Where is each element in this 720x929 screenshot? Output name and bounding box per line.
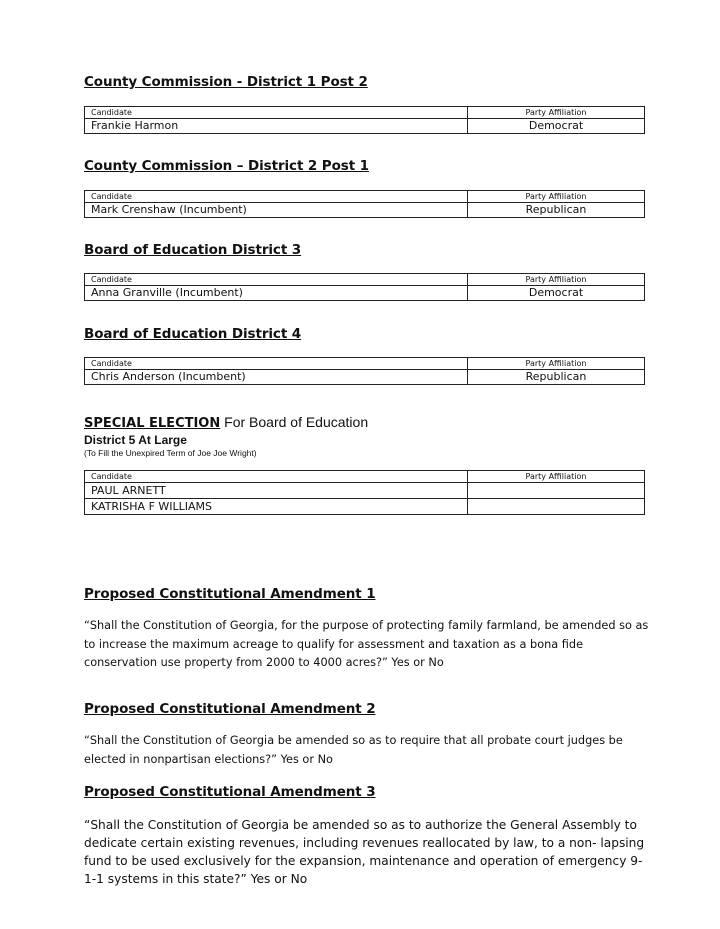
table-header-row	[85, 191, 645, 203]
candidate-name: Chris Anderson (Incumbent)	[85, 370, 468, 385]
party-affiliation: Democrat	[468, 119, 645, 134]
party-column-header: Party Affiliation	[468, 107, 645, 119]
candidate-column-header: Candidate	[85, 274, 468, 286]
race-title: Board of Education District 3	[84, 242, 302, 258]
amendment-title: Proposed Constitutional Amendment 1	[84, 586, 376, 602]
candidate-name: Mark Crenshaw (Incumbent)	[85, 203, 468, 218]
table-header-row	[85, 358, 645, 370]
party-affiliation	[468, 499, 645, 515]
party-column-header: Party Affiliation	[468, 274, 645, 286]
candidate-column-header: Candidate	[85, 107, 468, 119]
table-row	[85, 119, 645, 134]
table-row	[85, 370, 645, 385]
amendment-text: “Shall the Constitution of Georgia be amended so as to authorize the General Assembly to dedicate certain existing revenues, including revenues reallocated by law, to a non- lapsing fund to be used exclusively for the expansion, maintenance and operation of emergency 9-1-1 systems in this state?” Yes or No	[84, 818, 645, 886]
special-election-table	[84, 470, 645, 515]
candidate-name: Frankie Harmon	[85, 119, 468, 134]
candidate-column-header: Candidate	[85, 191, 468, 203]
table-row	[85, 286, 645, 301]
table-row	[85, 499, 645, 515]
race-title: Board of Education District 4	[84, 326, 302, 342]
table-row	[85, 483, 645, 499]
race-table	[84, 190, 645, 218]
amendment-text: “Shall the Constitution of Georgia, for the purpose of protecting family farmland, be amended so as to increase the maximum acreage to qualify for assessment and taxation as a bona fide conservation use property from 2000 to 4000 acres?” Yes or No	[84, 619, 649, 669]
table-row	[85, 203, 645, 218]
amendment-text: “Shall the Constitution of Georgia be amended so as to require that all probate court judges be elected in nonpartisan elections?” Yes or No	[84, 734, 623, 766]
candidate-name: PAUL ARNETT	[85, 483, 468, 499]
race-table	[84, 106, 645, 134]
special-election-heading	[84, 414, 368, 458]
special-election-title-rest: For Board of Education	[220, 414, 369, 430]
candidate-column-header: Candidate	[85, 471, 468, 483]
special-election-title	[84, 414, 368, 431]
special-election-subtitle: District 5 At Large	[84, 433, 187, 447]
race-table	[84, 273, 645, 301]
candidate-column-header: Candidate	[85, 358, 468, 370]
table-header-row	[85, 274, 645, 286]
candidate-name: Anna Granville (Incumbent)	[85, 286, 468, 301]
party-affiliation: Republican	[468, 370, 645, 385]
party-column-header: Party Affiliation	[468, 471, 645, 483]
party-column-header: Party Affiliation	[468, 191, 645, 203]
party-affiliation: Republican	[468, 203, 645, 218]
table-header-row	[85, 471, 645, 483]
amendment-title: Proposed Constitutional Amendment 3	[84, 784, 376, 800]
race-title: County Commission - District 1 Post 2	[84, 74, 368, 90]
candidate-name: KATRISHA F WILLIAMS	[85, 499, 468, 515]
race-title: County Commission – District 2 Post 1	[84, 158, 369, 174]
table-header-row	[85, 107, 645, 119]
special-election-note: (To Fill the Unexpired Term of Joe Joe Wright)	[84, 448, 257, 458]
special-election-label: SPECIAL ELECTION	[84, 416, 221, 431]
party-column-header: Party Affiliation	[468, 358, 645, 370]
party-affiliation	[468, 483, 645, 499]
race-table	[84, 357, 645, 385]
amendment-title: Proposed Constitutional Amendment 2	[84, 701, 376, 717]
party-affiliation: Democrat	[468, 286, 645, 301]
